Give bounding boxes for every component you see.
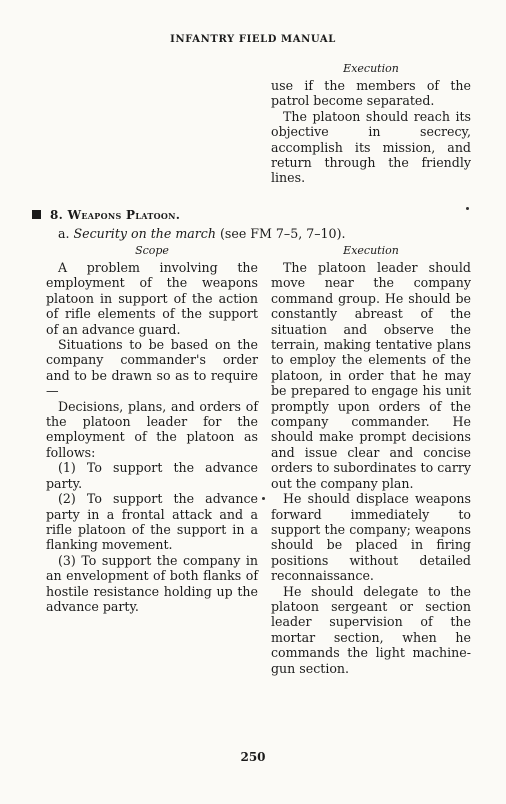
section-heading — [32, 208, 180, 222]
top-paragraph-1: use if the members of the patrol become separated. — [271, 78, 471, 109]
execution-text — [271, 260, 471, 676]
page-number: 250 — [240, 750, 266, 764]
section-title: 8. Weapons Platoon. — [50, 208, 181, 222]
execution-paragraph: He should displace weapons forward immediately to support the company; weapons should be placed in firing positions without detailed reconnaissance. — [271, 491, 471, 584]
scope-paragraph: A problem involving the employment of the weapons platoon in support of the action of rifle elements of the support of an advance guard. — [46, 260, 258, 337]
scope-paragraph: (3) To support the company in an envelopment of both flanks of hostile resistance holding up the advance party. — [46, 552, 258, 614]
subsection-title: Security on the march — [73, 226, 216, 241]
scope-column — [46, 244, 258, 614]
top-execution-heading: Execution — [343, 62, 399, 75]
execution-paragraph: The platoon leader should move near the company command group. He should be constantly abreast of the situation and observe the terrain, making tentative plans to employ the elements of the platoon, in order that he may be prepared to engage his unit promptly upon orders of the company commander. He should make prompt decisions and issue clear and concise orders to subordinates to carry out the company plan. — [271, 260, 471, 491]
scope-paragraph: Situations to be based on the company commander's order and to be drawn so as to require— — [46, 337, 258, 399]
execution-column — [271, 244, 471, 676]
speck-mark — [262, 497, 265, 500]
top-paragraph-2: The platoon should reach its objective in secrecy, accomplish its mission, and return through the friendly lines. — [271, 108, 471, 186]
scope-paragraph: (2) To support the advance party in a frontal attack and a rifle platoon of the support in a flanking movement. — [46, 491, 258, 553]
square-bullet-icon — [32, 210, 41, 219]
scope-text — [46, 260, 258, 614]
top-execution-column — [271, 62, 471, 186]
subsection-letter: a. — [58, 226, 70, 241]
execution-heading: Execution — [343, 244, 399, 257]
top-execution-text — [271, 78, 471, 186]
scope-paragraph: Decisions, plans, and orders of the platoon leader for the employment of the platoon as follows: — [46, 398, 258, 460]
scope-paragraph: (1) To support the advance party. — [46, 460, 258, 491]
subsection-reference: (see FM 7–5, 7–10). — [219, 226, 346, 241]
running-header: INFANTRY FIELD MANUAL — [170, 34, 336, 45]
speck-mark — [466, 207, 469, 210]
subsection-heading — [58, 226, 346, 241]
scope-heading: Scope — [135, 244, 169, 257]
execution-paragraph: He should delegate to the platoon sergeant or section leader supervision of the mortar section, when he commands the light machine-gun section. — [271, 583, 471, 676]
